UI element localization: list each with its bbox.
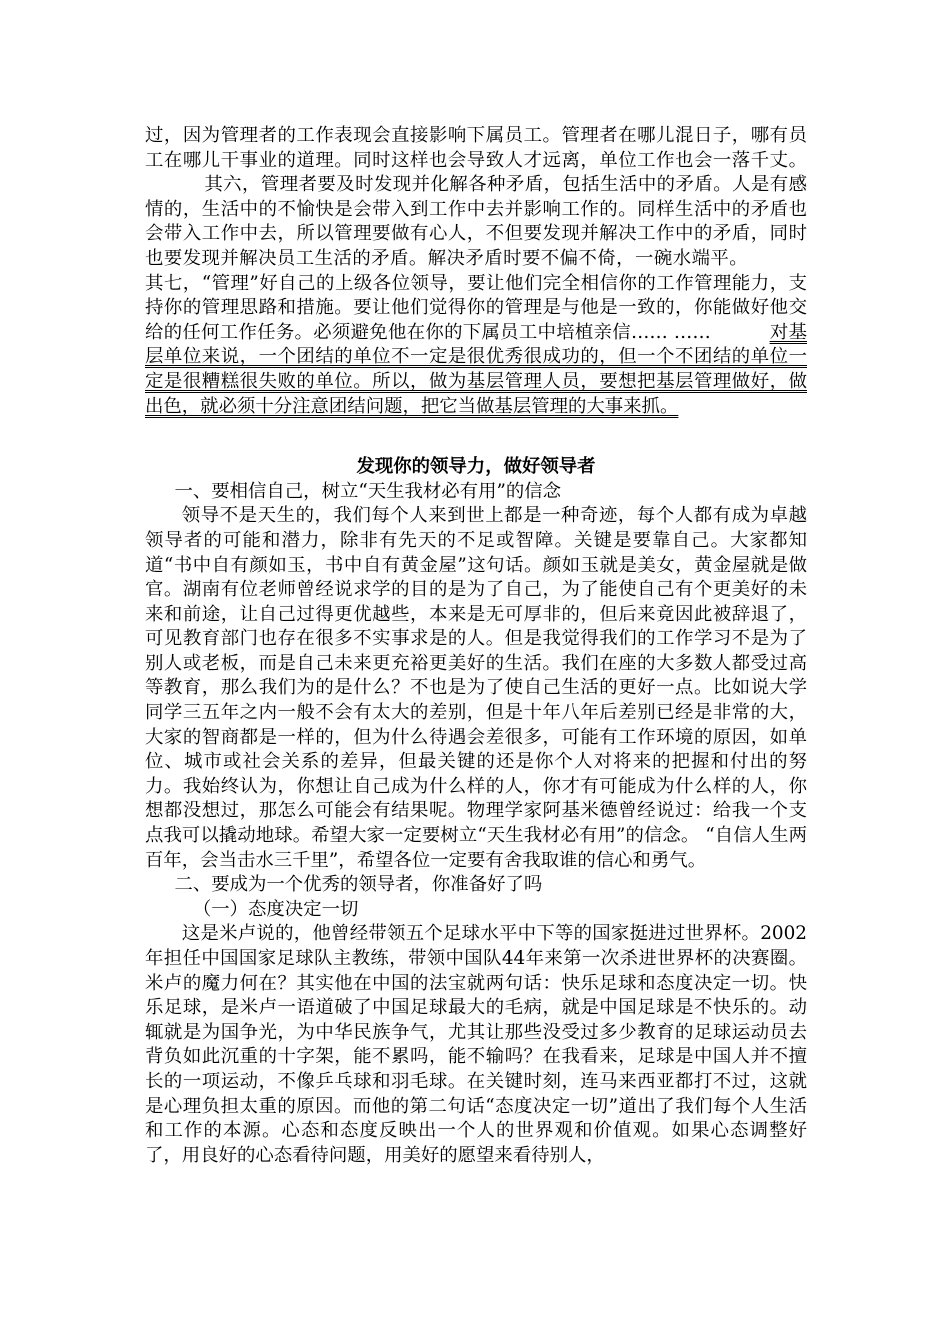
heading-2: 二、要成为一个优秀的领导者，你准备好了吗 — [174, 874, 543, 896]
paragraph-believe-yourself: 领导不是天生的，我们每个人来到世上都是一种奇迹，每个人都有成为卓越领导者的可能和潜力，除非有先天的不足或智障。关键是要靠自己。大家都知道“书中自有颜如玉，书中自有黄金屋”这句话。颜如玉就是美女，黄金屋就是做官。湖南有位老师曾经说求学的目的是为了自己，为了能使自己有个更美好的未来和前途，让自己过得更优越些，本来是无可厚非的，但后来竟因此被辞退了，可见教育部门也存在很多不实事求是的人。但是我觉得我们的工作学习不是为了别人或老板，而是自己未来更充裕更美好的生活。我们在座的大多数人都受过高等教育，那么我们为的是什么？不也是为了使自己生活的更好一点。比如说大学同学三五年之内一般不会有太大的差别，但是十年八年后差别已经是非常的大，大家的智商都是一样的，但为什么待遇会差很多，可能有工作环境的原因，如单位、城市或社会关系的差异，但最关键的还是你个人对将来的把握和付出的努力。我始终认为，你想让自己成为什么样的人，你才有可能成为什么样的人，你想都没想过，那怎么可能会有结果呢。物理学家阿基米德曾经说过：给我一个支点我可以撬动地球。希望大家一定要树立“天生我材必有用”的信念。 “自信人生两百年，会当击水三千里”，希望各位一定要有舍我取谁的信心和勇气。 — [145, 505, 807, 871]
heading-1: 一、要相信自己，树立“天生我材必有用”的信念 — [174, 480, 562, 502]
underlined-conclusion: 对基层单位来说，一个团结的单位不一定是很优秀很成功的，但一个不团结的单位一定是很糟糕很失败的单位。所以，做为基层管理人员，要想把基层管理做好，做出色，就必须十分注意团结问题，把它当做基层管理的大事来抓。 — [145, 321, 807, 417]
section-title: 发现你的领导力，做好领导者 — [356, 456, 596, 478]
subheading-attitude: （一）态度决定一切 — [192, 898, 359, 920]
paragraph-milu: 这是米卢说的，他曾经带领五个足球水平中下等的国家挺进过世界杯。2002年担任中国国家足球队主教练，带领中国队44年来第一次杀进世界杯的决赛圈。米卢的魔力何在？其实他在中国的法宝就两句话：快乐足球和态度决定一切。快乐足球，是米卢一语道破了中国足球最大的毛病，就是中国足球是不快乐的。动辄就是为国争光，为中华民族争气，尤其让那些没受过多少教育的足球运动员去背负如此沉重的十字架，能不累吗，能不输吗？在我看来，足球是中国人并不擅长的一项运动，不像乒乓球和羽毛球。在关键时刻，连马来西亚都打不过，这就是心理负担太重的原因。而他的第二句话“态度决定一切”道出了我们每个人生活和工作的本源。心态和态度反映出一个人的世界观和价值观。如果心态调整好了，用良好的心态看待问题，用美好的愿望来看待别人， — [145, 923, 807, 1166]
text-segment: 其六，管理者要及时发现并化解各种矛盾，包括生活中的矛盾。人是有感情的，生活中的不愉快是会带入到工作中去并影响工作的。同样生活中的矛盾也会带入工作中去，所以管理要做有心人，不但要发现并解决工作中的矛盾，同时也要发现并解决员工生活的矛盾。解决矛盾时要不偏不倚，一碗水端平。 — [145, 174, 807, 269]
text-segment: 其七，“管理”好自己的上级各位领导，要让他们完全相信你的工作管理能力，支持你的管理思路和措施。要让他们觉得你的管理是与他是一致的，你能做好他交给的任何工作任务。必须避免他在你的下属员工中培植亲信…… …… — [145, 272, 807, 343]
paragraph-management — [145, 124, 807, 419]
text-segment: 过，因为管理者的工作表现会直接影响下属员工。管理者在哪儿混日子，哪有员工在哪儿干事业的道理。同时这样也会导致人才远离，单位工作也会一落千丈。 — [145, 125, 807, 171]
document-page — [145, 124, 807, 1168]
